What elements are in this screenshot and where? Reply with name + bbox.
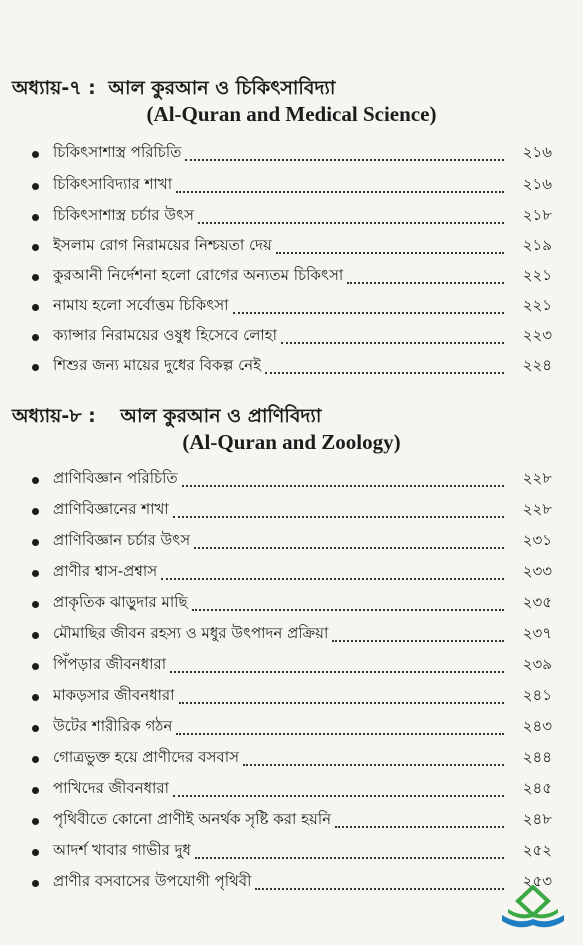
entry-title: প্রাণীর শ্বাস-প্রশ্বাস [53, 562, 158, 580]
bullet-icon [32, 818, 39, 825]
entry-title: চিকিৎসাবিদ্যার শাখা [53, 175, 173, 193]
chapter-title: আল কুরআন ও প্রাণিবিদ্যা [120, 405, 322, 427]
entry-title: মাকড়সার জীবনধারা [53, 686, 175, 704]
leader-dots [195, 856, 504, 859]
entry-title: কুরআনী নির্দেশনা হলো রোগের অন্যতম চিকিৎসা [53, 266, 344, 284]
entry-title: নামায হলো সর্বোত্তম চিকিৎসা [53, 296, 229, 314]
entry-page-number: ২২৩ [522, 326, 552, 344]
bullet-icon [32, 539, 39, 546]
bullet-icon [32, 663, 39, 670]
leader-dots [182, 484, 504, 487]
bullet-icon [32, 632, 39, 639]
entry-title: প্রাণিবিজ্ঞানের শাখা [53, 500, 169, 518]
leader-dots [176, 732, 504, 735]
entry-title: প্রাণিবিজ্ঞান পরিচিতি [53, 469, 178, 487]
leader-dots [161, 577, 504, 580]
toc-entry[interactable] [32, 621, 552, 647]
leader-dots [335, 825, 504, 828]
bullet-icon [32, 304, 39, 311]
entry-title: উটের শারীরিক গঠন [53, 717, 173, 735]
entry-page-number: ২৫৩ [522, 872, 552, 890]
bullet-icon [32, 725, 39, 732]
toc-entry[interactable] [32, 652, 552, 678]
toc-entry[interactable] [32, 497, 552, 523]
bullet-icon [32, 570, 39, 577]
bullet-icon [32, 274, 39, 281]
toc-entry[interactable] [32, 233, 552, 259]
entry-title: প্রাণিবিজ্ঞান চর্চার উৎস [53, 531, 191, 549]
entry-title: গোত্রভুক্ত হয়ে প্রাণীদের বসবাস [53, 748, 240, 766]
toc-entry[interactable] [32, 590, 552, 616]
leader-dots [243, 763, 504, 766]
chapter-subtitle: (Al-Quran and Zoology) [182, 430, 401, 454]
entry-page-number: ২২১ [522, 296, 552, 314]
publisher-logo-icon [498, 885, 568, 939]
entry-page-number: ২২৮ [522, 500, 552, 518]
entry-title: প্রাণীর বসবাসের উপযোগী পৃথিবী [53, 872, 252, 890]
bullet-icon [32, 694, 39, 701]
leader-dots [179, 701, 504, 704]
leader-dots [276, 251, 504, 254]
entry-title: শিশুর জন্য মায়ের দুধের বিকল্প নেই [53, 356, 261, 374]
entry-page-number: ২৫২ [522, 841, 552, 859]
entry-title: পাখিদের জীবনধারা [53, 779, 169, 797]
entry-page-number: ২৪৪ [522, 748, 552, 766]
entry-title: পৃথিবীতে কোনো প্রাণীই অনর্থক সৃষ্টি করা হয়নি [53, 810, 332, 828]
entry-page-number: ২৩৩ [522, 562, 552, 580]
bullet-icon [32, 849, 39, 856]
toc-entry[interactable] [32, 807, 552, 833]
bullet-icon [32, 756, 39, 763]
entry-page-number: ২৪১ [522, 686, 552, 704]
leader-dots [176, 190, 504, 193]
entry-page-number: ২৩৫ [522, 593, 552, 611]
entry-page-number: ২১৯ [522, 236, 552, 254]
bullet-icon [32, 214, 39, 221]
entry-title: ইসলাম রোগ নিরাময়ের নিশ্চয়তা দেয় [53, 236, 272, 254]
bullet-icon [32, 334, 39, 341]
entry-title: প্রাকৃতিক ঝাড়ুদার মাছি [53, 593, 188, 611]
toc-entry[interactable] [32, 140, 552, 166]
entry-page-number: ২২১ [522, 266, 552, 284]
entry-page-number: ২৩৯ [522, 655, 552, 673]
bullet-icon [32, 244, 39, 251]
entry-page-number: ২২৪ [522, 356, 552, 374]
toc-entry[interactable] [32, 323, 552, 349]
entry-page-number: ২৪৩ [522, 717, 552, 735]
bullet-icon [32, 787, 39, 794]
bullet-icon [32, 477, 39, 484]
entry-page-number: ২১৮ [522, 206, 552, 224]
leader-dots [173, 515, 504, 518]
leader-dots [173, 794, 504, 797]
chapter-subtitle: (Al-Quran and Medical Science) [146, 102, 437, 126]
toc-entry[interactable] [32, 528, 552, 554]
bullet-icon [32, 601, 39, 608]
toc-entry[interactable] [32, 745, 552, 771]
entry-title: মৌমাছির জীবন রহস্য ও মধুর উৎপাদন প্রক্রিয়া [53, 624, 329, 642]
bullet-icon [32, 364, 39, 371]
toc-entry[interactable] [32, 869, 552, 895]
toc-entry[interactable] [32, 559, 552, 585]
leader-dots [265, 371, 504, 374]
leader-dots [194, 546, 504, 549]
leader-dots [192, 608, 504, 611]
bullet-icon [32, 508, 39, 515]
toc-entry[interactable] [32, 838, 552, 864]
toc-entry[interactable] [32, 714, 552, 740]
entry-page-number: ২২৮ [522, 469, 552, 487]
entry-title: ক্যান্সার নিরাময়ের ওষুধ হিসেবে লোহা [53, 326, 277, 344]
entry-title: পিঁপড়ার জীবনধারা [53, 655, 167, 673]
entry-title: চিকিৎসাশাস্ত্র পরিচিতি [53, 143, 182, 161]
leader-dots [185, 158, 504, 161]
chapter-label: অধ্যায়-৮ : [12, 405, 96, 427]
chapter-label: অধ্যায়-৭ : [12, 77, 96, 99]
bullet-icon [32, 151, 39, 158]
leader-dots [255, 887, 504, 890]
toc-entry[interactable] [32, 263, 552, 289]
leader-dots [347, 281, 504, 284]
toc-entry[interactable] [32, 203, 552, 229]
toc-entry[interactable] [32, 776, 552, 802]
entry-page-number: ২১৬ [522, 175, 552, 193]
leader-dots [281, 341, 504, 344]
toc-entry[interactable] [32, 353, 552, 379]
bullet-icon [32, 880, 39, 887]
leader-dots [170, 670, 504, 673]
entry-page-number: ২১৬ [522, 143, 552, 161]
entry-page-number: ২৪৮ [522, 810, 552, 828]
entry-page-number: ২৩১ [522, 531, 552, 549]
toc-entry[interactable] [32, 293, 552, 319]
leader-dots [332, 639, 504, 642]
leader-dots [233, 311, 505, 314]
toc-entry[interactable] [32, 683, 552, 709]
entry-page-number: ২৪৫ [522, 779, 552, 797]
entry-title: আদর্শ খাবার গাভীর দুধ [53, 841, 191, 859]
entry-title: চিকিৎসাশাস্ত্র চর্চার উৎস [53, 206, 194, 224]
leader-dots [198, 221, 504, 224]
entry-page-number: ২৩৭ [522, 624, 552, 642]
chapter-title: আল কুরআন ও চিকিৎসাবিদ্যা [108, 77, 336, 99]
bullet-icon [32, 183, 39, 190]
toc-entry[interactable] [32, 172, 552, 198]
toc-entry[interactable] [32, 466, 552, 492]
